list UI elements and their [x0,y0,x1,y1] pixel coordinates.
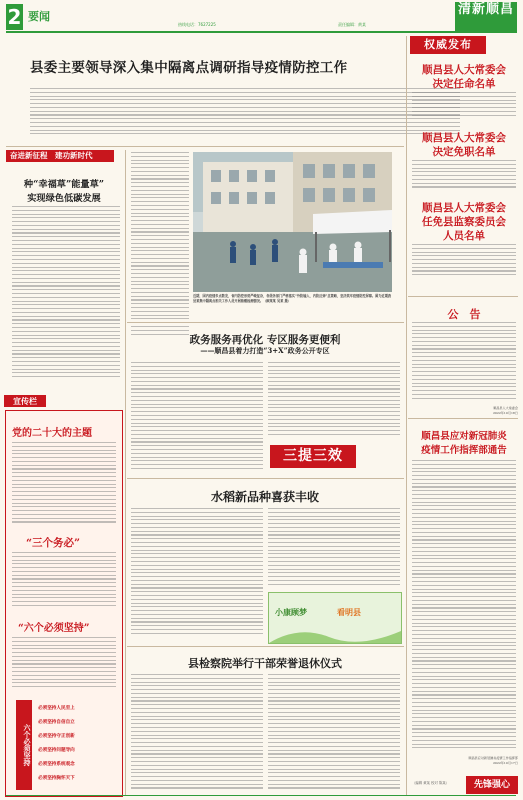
notice-date: 2022年10月18日 [492,411,518,415]
appoint-text-1 [412,92,516,118]
editor-line: 责任编辑：黄某 [338,22,366,27]
publicity-side-label: 六个必须坚持 [16,700,32,790]
left-title-line2: 实现绿色低碳发展 [27,193,101,204]
left-title-line1: 种“幸福草”能量草” [23,179,105,190]
appoint-title-1a: 顺昌县人大常委会 [422,64,506,76]
retire-article-col1 [131,674,263,792]
appoint-title-3a: 顺昌县人大常委会 [422,202,506,214]
appoint-text-2 [412,160,516,190]
publicity-text-2 [12,552,116,612]
publicity-text-1 [12,442,116,530]
photo-caption: 近期，国内疫情多点散发，省内防控形势严峻复杂，各级各部门严格落实“外防输入、内防反弹”总策略，坚决筑牢疫情防控屏障。图为近期我县某集中隔离点相关工作人员开展核酸检测情况。（顾某某 吴某 摄） [193,294,392,303]
newspaper-logo: 清新顺昌 [455,2,517,33]
page-number: 2 [7,5,22,29]
retire-article-col2 [268,674,400,792]
principle-item: 必须坚持问题导向 [38,748,75,753]
mid-left-article-body [131,152,189,340]
main-headline: 县委主要领导深入集中隔离点调研指导疫情防控工作 [30,60,348,76]
publicity-title-1: 党的二十大的主题 [12,428,92,439]
appoint-title-2b: 决定免职名单 [432,146,496,158]
ad-text-2: 看明县 [337,607,361,617]
mid-article-col2 [268,362,400,440]
covid-sign: 顺昌县应对新冠肺炎疫情工作指挥部 [468,756,518,760]
lead-article-body [30,88,460,138]
news-photo [193,152,392,292]
testing-scene-photo [193,152,392,292]
row-divider [127,646,404,647]
ad-text-1: 小康顾梦 [275,607,307,617]
row-divider [127,322,404,323]
principle-item: 必须坚持自信自立 [38,720,75,725]
footer-credits: （编辑 黄某 校对 陈某） [412,781,450,785]
section-name: 要闻 [28,10,50,23]
principle-item: 必须坚持守正创新 [38,734,75,739]
publicity-text-3 [12,637,116,692]
six-principles-list [38,702,118,786]
publicity-banner: 宣传栏 [4,395,46,407]
footer-banner: 先锋强心 [466,776,518,794]
covid-title-1: 顺昌县应对新冠肺炎 [421,431,507,442]
covid-notice-text [412,460,516,752]
footer-rule [6,795,516,796]
notice-title: 公 告 [447,308,481,321]
row-divider [408,418,518,419]
principle-item: 必须坚持胸怀天下 [38,776,75,781]
rice-article-col1 [131,508,263,640]
publicity-title-2: “三个务必” [26,537,81,549]
section-banner: 奋进新征程 建功新时代 [6,150,114,162]
row-divider [6,146,404,147]
authority-banner: 权威发布 [410,36,486,54]
rice-article-col2 [268,508,400,588]
notice-text [412,322,516,404]
covid-title-2: 疫情工作指挥部通告 [421,445,507,456]
header-rule [6,31,516,33]
principle-item: 必须坚持系统观念 [38,762,75,767]
column-divider [125,150,126,795]
mid-title-1: 政务服务再优化 专区服务更便利 [189,334,341,346]
appoint-title-3c: 人员名单 [443,230,485,242]
left-article-body [12,206,120,384]
mid-title-3: 水稻新品种喜获丰收 [210,490,319,504]
three-improvements-tag: 三提三效 [270,445,356,468]
appoint-title-1b: 决定任命名单 [432,78,496,90]
row-divider [408,296,518,297]
appoint-title-3b: 任免县监察委员会 [422,216,506,228]
appoint-text-3 [412,244,516,280]
publicity-title-3: “六个必须坚持” [18,623,90,634]
mid-title-4: 县检察院举行干部荣誉退休仪式 [188,657,342,670]
appoint-title-2a: 顺昌县人大常委会 [422,132,506,144]
row-divider [127,478,404,479]
phone-line: 热线电话：7627225 [178,22,216,27]
mid-subtitle-1: ——顺昌县着力打造“3+X”政务公开专区 [200,346,330,355]
notice-sign: 顺昌县人大常委会 [493,406,518,410]
mid-article-col1 [131,362,263,474]
ad-box [268,592,402,644]
covid-date: 2022年10月17日 [492,761,518,765]
principle-item: 必须坚持人民至上 [38,706,75,711]
ad-landscape-graphic [269,623,401,643]
column-divider [406,36,407,796]
